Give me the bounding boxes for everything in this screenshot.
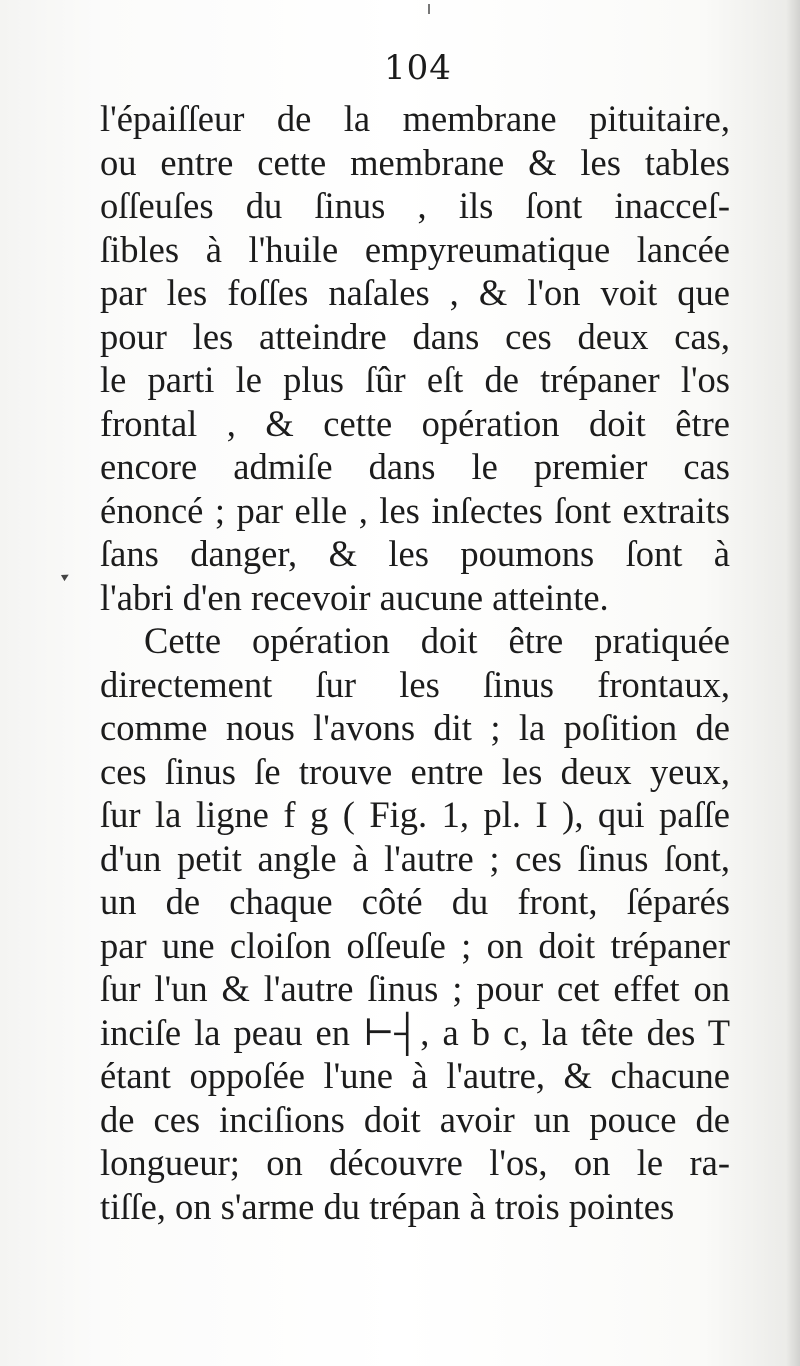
text-line: tiſſe, on s'arme du trépan à trois pointes [100, 1185, 675, 1227]
text-line: pour les atteindre dans ces deux cas, [100, 315, 730, 357]
text-line: longueur; on découvre l'os, on le ra- [100, 1142, 730, 1183]
text-line: ſur l'un & l'autre ſinus ; pour cet effet on [100, 968, 730, 1009]
margin-mark: ▸ [58, 567, 73, 585]
text-line: ces ſinus ſe trouve entre les deux yeux, [100, 750, 730, 792]
text-line: comme nous l'avons dit ; la poſition de [100, 707, 730, 748]
text-line: d'un petit angle à l'autre ; ces ſinus ſont, [100, 837, 730, 879]
text-line: inciſe la peau en ⊢┤, a b c, la tête des T [100, 1011, 730, 1053]
text-line: ſans danger, & les poumons ſont à [100, 533, 730, 574]
text-line: par les foſſes naſales , & l'on voit que [100, 272, 730, 313]
text-line: Cette opération doit être pratiquée [144, 620, 730, 661]
text-line: oſſeuſes du ſinus , ils ſont inacceſ- [100, 185, 730, 226]
text-line: un de chaque côté du front, ſéparés [100, 881, 730, 922]
page-edge-shadow [786, 0, 800, 1366]
text-line: ſibles à l'huile empyreumatique lancée [100, 228, 730, 270]
text-line: frontal , & cette opération doit être [100, 402, 730, 444]
text-line: ſur la ligne f g ( Fig. 1, pl. I ), qui paſſe [100, 794, 730, 835]
text-line: directement ſur les ſinus frontaux, [100, 663, 730, 705]
text-line: l'abri d'en recevoir aucune atteinte. [100, 576, 609, 618]
text-line: le parti le plus ſûr eſt de trépaner l'os [100, 359, 730, 400]
text-line: encore admiſe dans le premier cas [100, 446, 730, 487]
text-line: étant oppoſée l'une à l'autre, & chacune [100, 1055, 730, 1096]
text-line: l'épaiſſeur de la membrane pituitaire, [100, 98, 730, 139]
ink-speck [428, 4, 430, 14]
body-text [100, 97, 730, 1228]
text-line: énoncé ; par elle , les inſectes ſont extraits [100, 489, 730, 531]
text-line: ou entre cette membrane & les tables [100, 141, 730, 183]
text-line: par une cloiſon oſſeuſe ; on doit trépaner [100, 924, 730, 966]
page-number: 104 [384, 48, 452, 88]
text-line: de ces inciſions doit avoir un pouce de [100, 1098, 730, 1140]
